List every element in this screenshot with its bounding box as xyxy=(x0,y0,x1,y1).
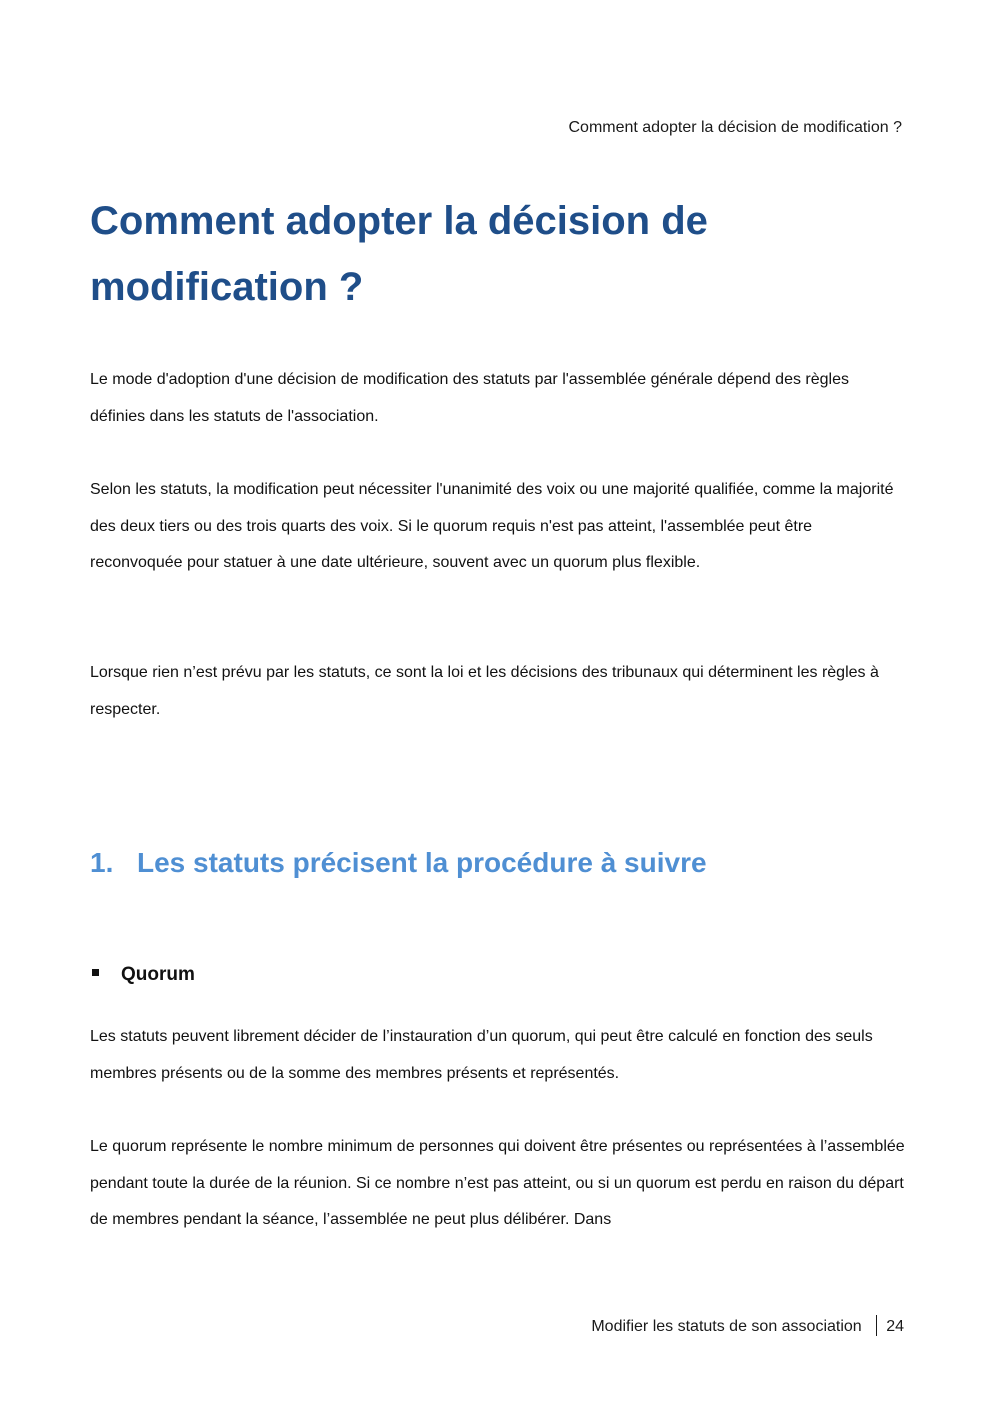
subsection-title: Quorum xyxy=(121,964,195,985)
intro-paragraph-2: Selon les statuts, la modification peut nécessiter l'unanimité des voix ou une majorité qualifiée, comme la majorité des deux tiers ou des trois quarts des voix. Si le quorum requis n'est pas atteint, l'assemblée peut être reconvoquée pour statuer à une date ultérieure, souvent avec un quorum plus flexible. xyxy=(90,481,894,572)
quorum-paragraph-1: Les statuts peuvent librement décider de l’instauration d’un quorum, qui peut être calculé en fonction des seuls membres présents ou de la somme des membres présents et représentés. xyxy=(90,1028,873,1082)
section-title: Les statuts précisent la procédure à suivre xyxy=(137,847,707,878)
subsection-heading xyxy=(90,964,195,986)
square-bullet-icon xyxy=(92,969,99,976)
page-footer xyxy=(591,1318,904,1336)
page-title: Comment adopter la décision de modification ? xyxy=(90,199,708,309)
footer-divider xyxy=(876,1315,878,1336)
page-number: 24 xyxy=(886,1318,904,1336)
quorum-paragraph-2: Le quorum représente le nombre minimum de personnes qui doivent être présentes ou représentées à l’assemblée pendant toute la durée de la réunion. Si ce nombre n’est pas atteint, ou si un quorum est perdu en raison du départ de membres pendant la séance, l’assemblée ne peut plus délibérer. Dans xyxy=(90,1138,905,1229)
running-header: Comment adopter la décision de modification ? xyxy=(568,119,902,136)
section-number: 1. xyxy=(90,847,114,878)
footer-document-title: Modifier les statuts de son association xyxy=(591,1318,862,1336)
section-heading xyxy=(90,847,707,879)
intro-paragraph-1: Le mode d'adoption d'une décision de modification des statuts par l'assemblée générale dépend des règles définies dans les statuts de l'association. xyxy=(90,371,849,425)
intro-paragraph-3: Lorsque rien n’est prévu par les statuts, ce sont la loi et les décisions des tribunaux qui déterminent les règles à respecter. xyxy=(90,664,879,718)
